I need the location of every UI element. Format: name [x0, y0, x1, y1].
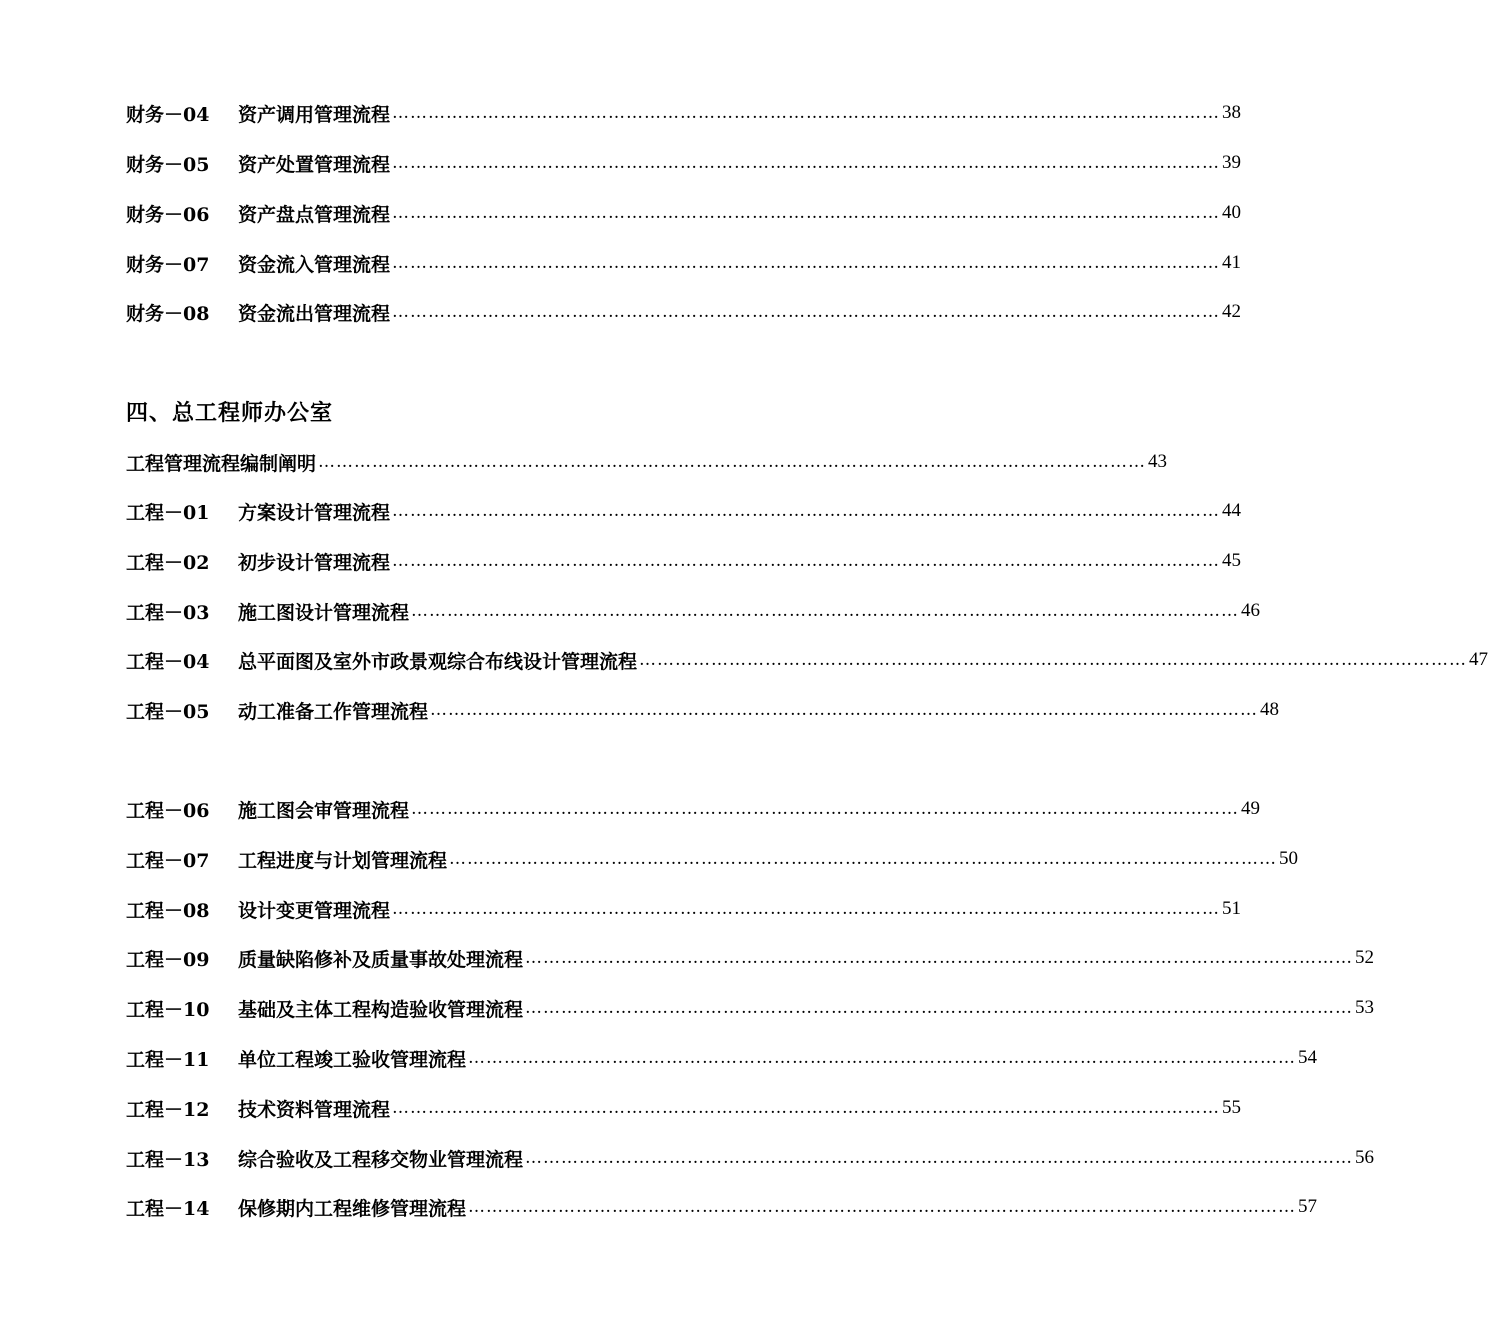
toc-entry-page: 41	[1222, 252, 1242, 273]
toc-entry-intro[interactable]	[126, 447, 1168, 477]
toc-entry[interactable]	[126, 645, 1488, 675]
toc-entry-title: 施工图会审管理流程	[238, 799, 410, 822]
toc-entry[interactable]	[126, 993, 1375, 1023]
toc-entry-title: 质量缺陷修补及质量事故处理流程	[238, 948, 524, 971]
toc-entry[interactable]	[126, 794, 1261, 824]
toc-entry-title: 技术资料管理流程	[238, 1098, 391, 1121]
toc-entry-title: 工程管理流程编制阐明	[126, 452, 317, 475]
toc-entry[interactable]	[126, 943, 1375, 973]
toc-leader-dots: …………………………………………………………………………………………………………………………	[392, 551, 1221, 571]
toc-entry-title: 保修期内工程维修管理流程	[238, 1197, 467, 1220]
toc-entry-page: 43	[1148, 451, 1168, 472]
toc-entry-code: 财务－06	[126, 203, 210, 226]
toc-leader-dots: …………………………………………………………………………………………………………………………	[468, 1048, 1297, 1068]
toc-entry-page: 54	[1298, 1047, 1318, 1068]
toc-entry[interactable]	[126, 148, 1242, 178]
toc-entry-title: 资金流出管理流程	[238, 302, 391, 325]
toc-entry-page: 51	[1222, 898, 1242, 919]
toc-entry[interactable]	[126, 1143, 1375, 1173]
toc-leader-dots: …………………………………………………………………………………………………………………………	[392, 501, 1221, 521]
toc-entry-code: 工程－05	[126, 700, 210, 723]
toc-entry-code: 工程－04	[126, 650, 210, 673]
toc-entry-code: 财务－04	[126, 103, 210, 126]
toc-entry-page: 48	[1260, 699, 1280, 720]
toc-leader-dots: …………………………………………………………………………………………………………………………	[392, 153, 1221, 173]
toc-entry[interactable]	[126, 1192, 1318, 1222]
toc-leader-dots: …………………………………………………………………………………………………………………………	[411, 799, 1240, 819]
toc-entry-page: 57	[1298, 1196, 1318, 1217]
toc-leader-dots: …………………………………………………………………………………………………………………………	[392, 253, 1221, 273]
toc-leader-dots: …………………………………………………………………………………………………………………………	[525, 998, 1354, 1018]
toc-entry[interactable]	[126, 1043, 1318, 1073]
toc-entry-title: 基础及主体工程构造验收管理流程	[238, 998, 524, 1021]
toc-leader-dots: …………………………………………………………………………………………………………………………	[449, 849, 1278, 869]
toc-entry-title: 施工图设计管理流程	[238, 601, 410, 624]
toc-entry[interactable]	[126, 496, 1242, 526]
toc-entry[interactable]	[126, 695, 1280, 725]
toc-entry-code: 工程－10	[126, 998, 210, 1021]
toc-entry-page: 52	[1355, 947, 1375, 968]
toc-entry-page: 49	[1241, 798, 1261, 819]
toc-entry[interactable]	[126, 894, 1242, 924]
toc-entry-title: 初步设计管理流程	[238, 551, 391, 574]
toc-entry-code: 工程－09	[126, 948, 210, 971]
toc-leader-dots: …………………………………………………………………………………………………………………………	[411, 601, 1240, 621]
toc-entry[interactable]	[126, 248, 1242, 278]
toc-entry-page: 50	[1279, 848, 1299, 869]
toc-entry[interactable]	[126, 198, 1242, 228]
section-heading: 四、总工程师办公室	[126, 400, 334, 426]
toc-entry[interactable]	[126, 844, 1299, 874]
toc-entry-code: 工程－02	[126, 551, 210, 574]
toc-entry-code: 工程－13	[126, 1148, 210, 1171]
toc-entry-title: 资产调用管理流程	[238, 103, 391, 126]
toc-entry-page: 39	[1222, 152, 1242, 173]
toc-entry-code: 工程－06	[126, 799, 210, 822]
toc-entry-code: 工程－14	[126, 1197, 210, 1220]
toc-entry-code: 财务－05	[126, 153, 210, 176]
toc-entry-code: 工程－12	[126, 1098, 210, 1121]
toc-leader-dots: …………………………………………………………………………………………………………………………	[525, 1148, 1354, 1168]
toc-entry-page: 40	[1222, 202, 1242, 223]
toc-leader-dots: …………………………………………………………………………………………………………………………	[639, 650, 1468, 670]
toc-entry-title: 资金流入管理流程	[238, 253, 391, 276]
toc-entry-code: 财务－08	[126, 302, 210, 325]
toc-leader-dots: …………………………………………………………………………………………………………………………	[468, 1197, 1297, 1217]
toc-leader-dots: …………………………………………………………………………………………………………………………	[318, 452, 1147, 472]
toc-entry-title: 设计变更管理流程	[238, 899, 391, 922]
toc-entry-title: 资产处置管理流程	[238, 153, 391, 176]
toc-entry-page: 44	[1222, 500, 1242, 521]
toc-entry-page: 56	[1355, 1147, 1375, 1168]
toc-leader-dots: …………………………………………………………………………………………………………………………	[392, 1098, 1221, 1118]
toc-entry-code: 工程－08	[126, 899, 210, 922]
toc-entry[interactable]	[126, 297, 1242, 327]
toc-entry-page: 47	[1469, 649, 1488, 670]
toc-entry[interactable]	[126, 98, 1242, 128]
toc-entry-page: 55	[1222, 1097, 1242, 1118]
toc-entry-code: 工程－03	[126, 601, 210, 624]
toc-entry[interactable]	[126, 596, 1261, 626]
toc-leader-dots: …………………………………………………………………………………………………………………………	[430, 700, 1259, 720]
toc-leader-dots: …………………………………………………………………………………………………………………………	[392, 203, 1221, 223]
toc-entry-title: 动工准备工作管理流程	[238, 700, 429, 723]
toc-entry-title: 综合验收及工程移交物业管理流程	[238, 1148, 524, 1171]
toc-entry-code: 工程－01	[126, 501, 210, 524]
toc-entry-page: 46	[1241, 600, 1261, 621]
toc-entry-page: 45	[1222, 550, 1242, 571]
toc-entry-code: 工程－07	[126, 849, 210, 872]
toc-entry-code: 财务－07	[126, 253, 210, 276]
toc-entry-page: 42	[1222, 301, 1242, 322]
toc-leader-dots: …………………………………………………………………………………………………………………………	[392, 103, 1221, 123]
toc-entry-title: 方案设计管理流程	[238, 501, 391, 524]
toc-entry-title: 资产盘点管理流程	[238, 203, 391, 226]
toc-entry-title: 工程进度与计划管理流程	[238, 849, 448, 872]
toc-entry-title: 总平面图及室外市政景观综合布线设计管理流程	[238, 650, 638, 673]
toc-entry-page: 38	[1222, 102, 1242, 123]
toc-entry-title: 单位工程竣工验收管理流程	[238, 1048, 467, 1071]
toc-entry-page: 53	[1355, 997, 1375, 1018]
toc-entry[interactable]	[126, 546, 1242, 576]
toc-leader-dots: …………………………………………………………………………………………………………………………	[392, 899, 1221, 919]
toc-leader-dots: …………………………………………………………………………………………………………………………	[525, 948, 1354, 968]
toc-leader-dots: …………………………………………………………………………………………………………………………	[392, 302, 1221, 322]
toc-entry-code: 工程－11	[126, 1048, 210, 1071]
toc-entry[interactable]	[126, 1093, 1242, 1123]
